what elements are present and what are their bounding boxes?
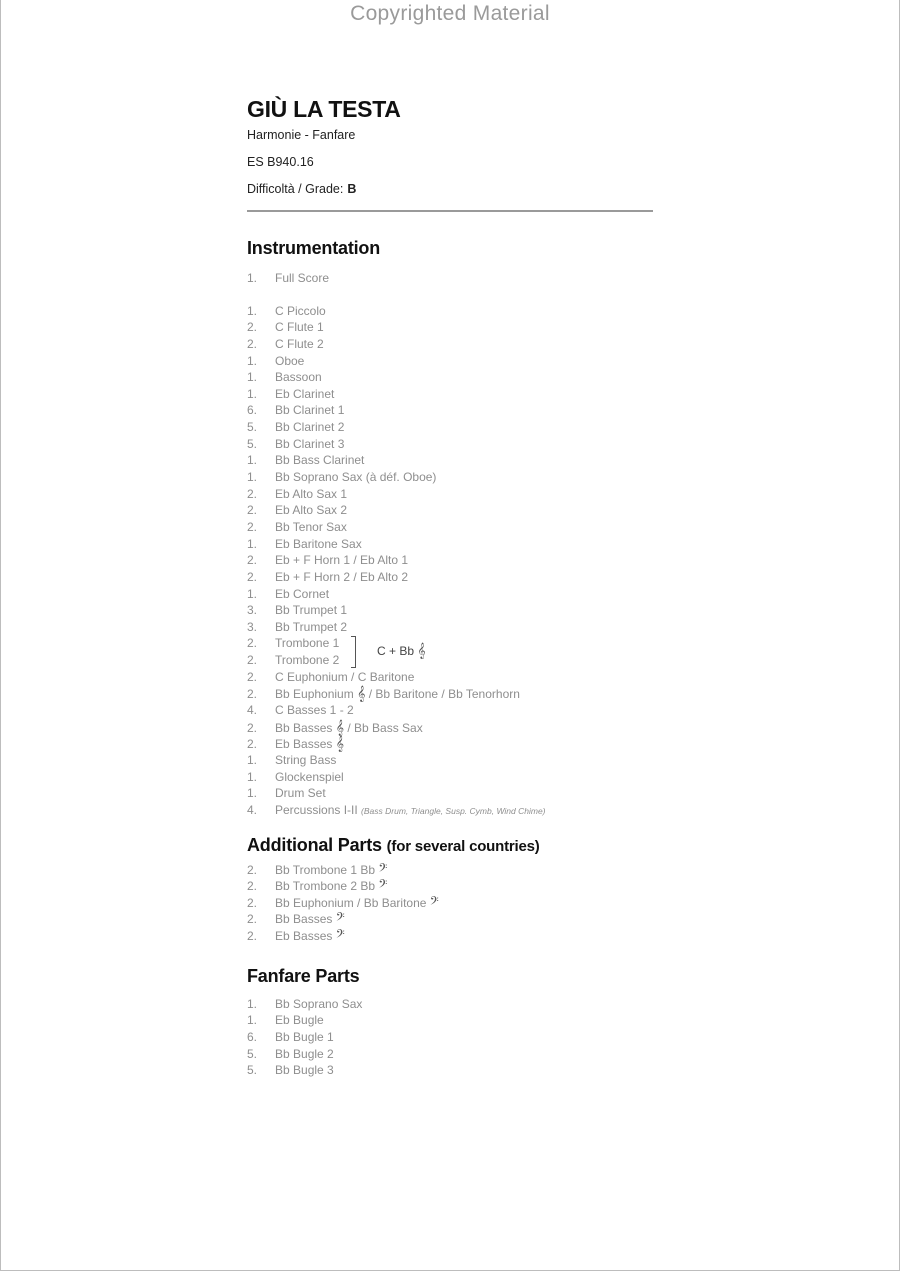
item-detail: (Bass Drum, Triangle, Susp. Cymb, Wind Chime) [361,805,546,816]
item-quantity: 1. [247,353,258,368]
item-name: Bb Euphonium / Bb Baritone [275,895,427,910]
item-name: Eb Clarinet [275,386,335,401]
item-quantity: 1. [247,786,258,801]
treble-clef-icon: 𝄞 [417,642,426,659]
list-item [247,519,657,536]
item-name: Bb Tenor Sax [275,519,347,534]
item-name: Bb Clarinet 1 [275,403,345,418]
fanfare-parts-heading: Fanfare Parts [247,965,360,986]
instrument-list-continued [247,669,657,819]
list-item [247,586,657,603]
item-name: Eb Alto Sax 2 [275,503,348,518]
list-item [247,735,657,752]
list-item [247,319,657,336]
list-item [247,996,657,1013]
item-name: Glockenspiel [275,769,344,784]
item-quantity: 2. [247,895,258,910]
item-name: Bb Bass Clarinet [275,453,365,468]
item-name: C Flute 2 [275,336,324,351]
item-name: Eb Alto Sax 1 [275,486,348,501]
item-quantity: 1. [247,370,258,385]
list-item [247,619,657,636]
item-name: Trombone 2 [275,653,340,668]
catalog-number: ES B940.16 [247,155,314,169]
item-name: Eb Basses [275,929,333,944]
additional-parts-list [247,861,657,944]
item-quantity: 5. [247,436,258,451]
item-quantity: 1. [247,470,258,485]
item-quantity: 1. [247,769,258,784]
item-name: String Bass [275,752,337,767]
list-item [247,270,657,287]
item-name: Drum Set [275,786,326,801]
fanfare-parts-list [247,996,657,1079]
list-item [247,436,657,453]
list-item [247,769,657,786]
item-quantity: 3. [247,619,258,634]
item-quantity: 2. [247,862,258,877]
list-item [247,369,657,386]
item-name: Bassoon [275,370,322,385]
grade-label: Difficoltà / Grade: [247,182,344,196]
list-item [247,894,657,911]
instrument-list [247,303,657,636]
item-quantity: 2. [247,669,258,684]
item-name: Bb Basses [275,912,333,927]
item-quantity: 1. [247,536,258,551]
header-divider [247,210,653,212]
item-name: Trombone 1 [275,636,340,651]
item-name: Eb + F Horn 2 / Eb Alto 2 [275,569,409,584]
item-quantity: 1. [247,752,258,767]
item-quantity: 2. [247,503,258,518]
item-name: Eb Baritone Sax [275,536,362,551]
item-name: C Basses 1 - 2 [275,703,354,718]
item-quantity: 2. [247,336,258,351]
list-item [247,669,657,686]
item-name: Eb Bugle [275,1013,324,1028]
bass-clef-icon: 𝄢 [429,893,439,910]
item-name: C Flute 1 [275,320,324,335]
item-name: Bb Bugle 1 [275,1029,334,1044]
list-item [247,452,657,469]
treble-clef-icon: 𝄞 [335,735,344,752]
bass-clef-icon: 𝄢 [335,910,345,927]
list-item [247,927,657,944]
item-name: Bb Soprano Sax [275,996,363,1011]
instrumentation-page [247,96,657,1079]
item-name: C Euphonium / C Baritone [275,669,415,684]
list-item [247,719,657,736]
brace-bracket [351,636,356,668]
list-item [247,336,657,353]
item-quantity: 5. [247,1063,258,1078]
item-quantity: 2. [247,519,258,534]
item-name: Bb Clarinet 3 [275,436,345,451]
list-item [247,469,657,486]
item-name-continued: / Bb Baritone / Bb Tenorhorn [368,687,520,702]
item-quantity: 2. [247,636,258,651]
grade-value: B [347,182,357,196]
item-name: Full Score [275,271,330,285]
list-item [247,402,657,419]
item-quantity: 2. [247,912,258,927]
item-quantity: 1. [247,303,258,318]
copyright-watermark: Copyrighted Material [350,2,550,25]
additional-parts-heading: Additional Parts (for several countries) [247,834,540,855]
list-item [247,877,657,894]
additional-parts-subheading: (for several countries) [386,837,540,855]
list-item [247,785,657,802]
item-quantity: 3. [247,603,258,618]
bass-clef-icon: 𝄢 [335,927,345,944]
item-name: Bb Trumpet 1 [275,603,348,618]
item-name: Bb Euphonium [275,687,354,702]
item-quantity: 2. [247,653,258,668]
item-name: Bb Soprano Sax (à déf. Oboe) [275,470,437,485]
list-item [247,569,657,586]
list-item [247,1046,657,1063]
treble-clef-icon: 𝄞 [357,685,366,702]
list-item [247,652,657,669]
item-quantity: 5. [247,420,258,435]
list-item [247,910,657,927]
brace-label: C + Bb 𝄞 [377,642,426,659]
list-item [247,685,657,702]
item-quantity: 6. [247,1029,258,1044]
item-name: Eb Cornet [275,586,330,601]
grade-line [247,180,657,207]
list-item [247,1029,657,1046]
trombone-list [247,635,657,668]
item-name: Bb Trombone 1 Bb [275,862,376,877]
list-item [247,386,657,403]
item-quantity: 6. [247,403,258,418]
item-quantity: 2. [247,737,258,752]
item-quantity: 4. [247,802,258,817]
item-name: Oboe [275,353,305,368]
list-item [247,536,657,553]
list-item [247,802,657,819]
item-name: Bb Clarinet 2 [275,420,345,435]
bass-clef-icon: 𝄢 [378,860,388,877]
item-name: Bb Trombone 2 Bb [275,879,376,894]
item-quantity: 5. [247,1046,258,1061]
trombone-group [247,635,657,668]
item-name: Percussions I-II [275,802,358,817]
item-quantity: 2. [247,486,258,501]
list-item [247,1062,657,1079]
treble-clef-icon: 𝄞 [335,718,344,735]
item-name: Bb Basses [275,720,333,735]
ensemble-type: Harmonie - Fanfare [247,128,356,142]
item-quantity: 1. [247,1013,258,1028]
list-item [247,702,657,719]
item-quantity: 1. [247,271,258,285]
item-quantity: 1. [247,453,258,468]
item-name: Bb Bugle 3 [275,1063,334,1078]
list-item [247,1012,657,1029]
bass-clef-icon: 𝄢 [378,877,388,894]
item-quantity: 1. [247,386,258,401]
instrumentation-heading: Instrumentation [247,238,381,258]
item-quantity: 4. [247,703,258,718]
list-item [247,861,657,878]
list-item [247,419,657,436]
list-item [247,303,657,320]
piece-title: GIÙ LA TESTA [247,96,401,122]
list-item [247,502,657,519]
item-quantity: 2. [247,320,258,335]
item-name: Eb Basses [275,737,333,752]
score-list [247,270,657,287]
item-quantity: 2. [247,720,258,735]
list-item [247,602,657,619]
item-name-continued: / Bb Bass Sax [347,720,423,735]
list-item [247,752,657,769]
item-quantity: 2. [247,879,258,894]
item-name: Bb Trumpet 2 [275,619,348,634]
item-quantity: 2. [247,569,258,584]
item-quantity: 2. [247,553,258,568]
item-name: Eb + F Horn 1 / Eb Alto 1 [275,553,409,568]
item-name: Bb Bugle 2 [275,1046,334,1061]
item-quantity: 1. [247,996,258,1011]
list-item [247,353,657,370]
item-name: C Piccolo [275,303,326,318]
list-item [247,486,657,503]
item-quantity: 1. [247,586,258,601]
list-item [247,635,657,652]
list-item [247,552,657,569]
item-quantity: 2. [247,687,258,702]
item-quantity: 2. [247,929,258,944]
